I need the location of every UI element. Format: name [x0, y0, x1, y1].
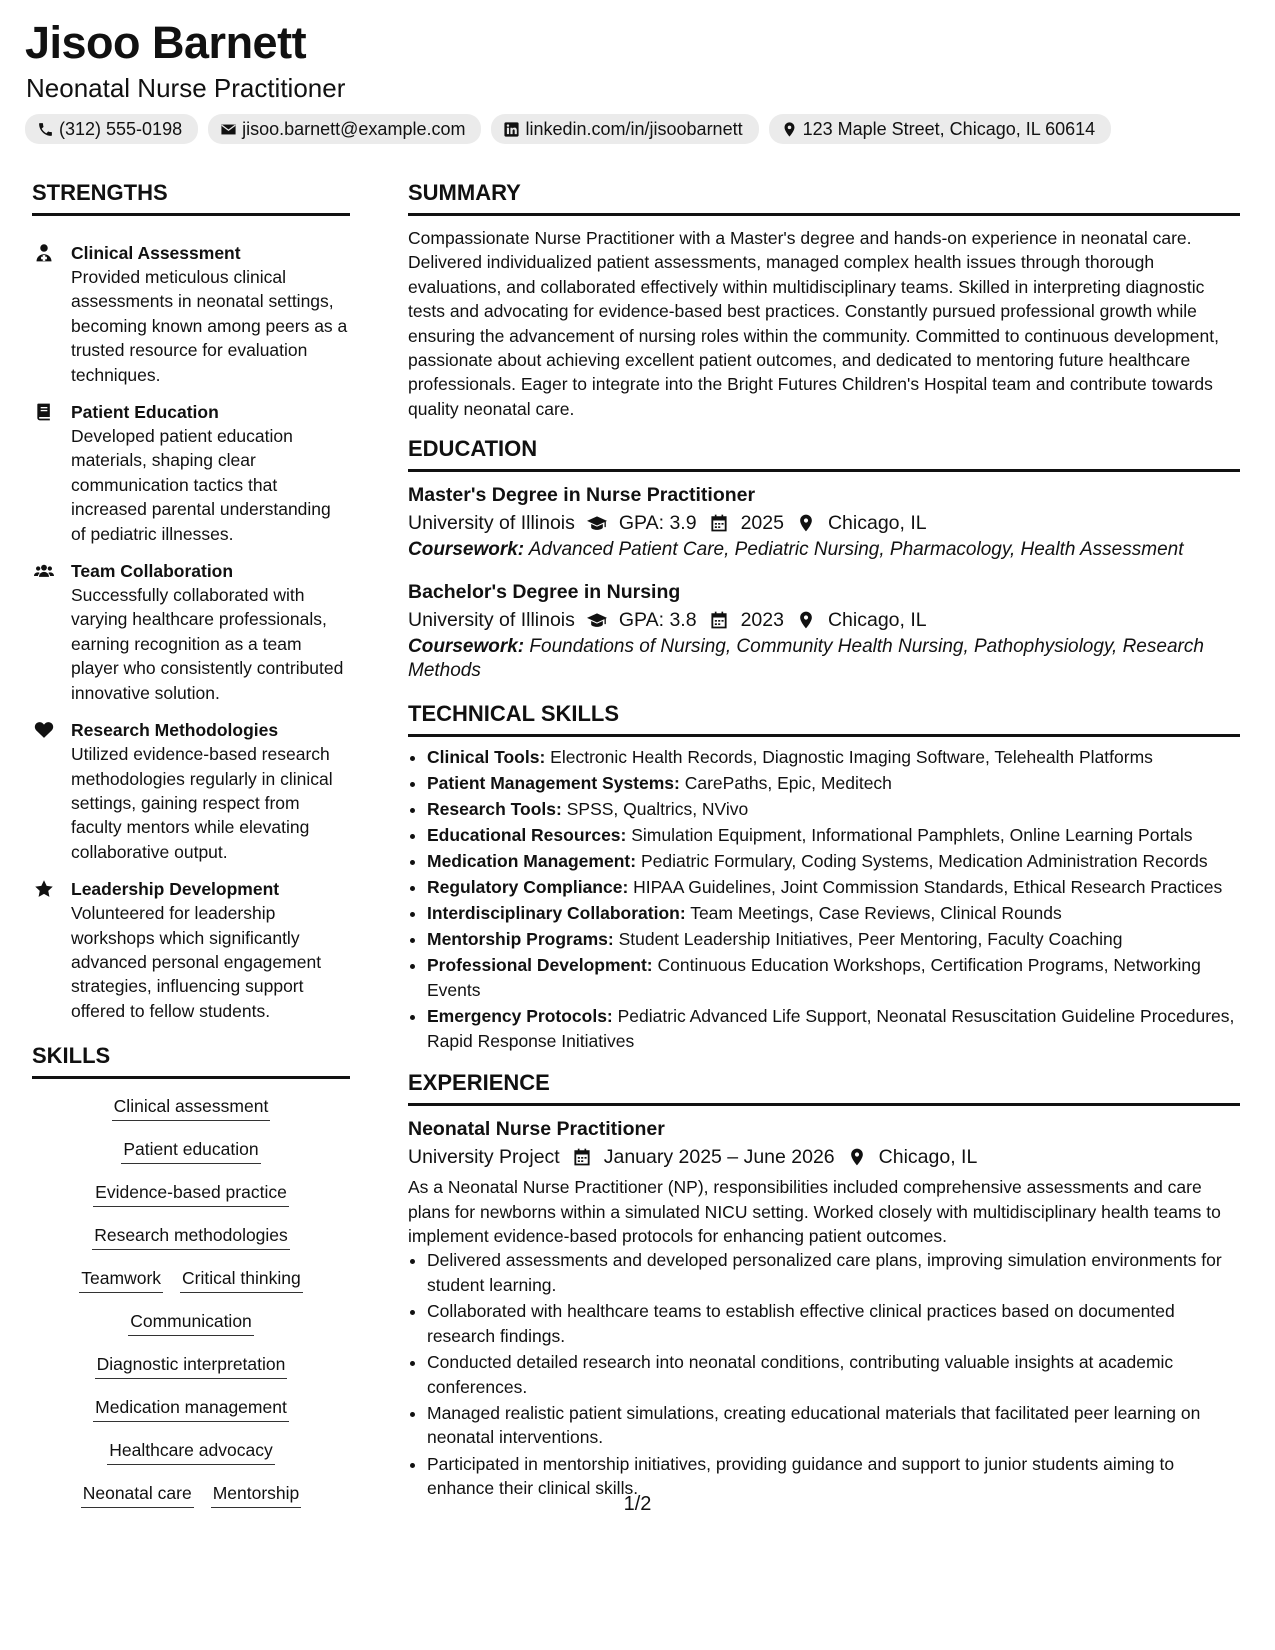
school-location: Chicago, IL: [827, 609, 927, 632]
graduation-year: 2025: [740, 512, 784, 535]
experience-bullets: [408, 1248, 1240, 1500]
tech-value: HIPAA Guidelines, Joint Commission Standards, Ethical Research Practices: [633, 877, 1223, 898]
coursework-label: Coursework:: [408, 539, 525, 561]
book-icon: [34, 402, 54, 422]
skill-tag: Medication management: [93, 1396, 289, 1422]
contact-email[interactable]: [208, 114, 481, 144]
list-item: • Delivered assessments and developed personalized care plans, improving simulation environments for student learning.: [427, 1248, 1240, 1297]
strengths-heading: STRENGTHS: [32, 182, 350, 216]
skill-tag: Clinical assessment: [112, 1095, 271, 1121]
tech-label: Mentorship Programs:: [427, 929, 614, 950]
technical-skills-heading: TECHNICAL SKILLS: [408, 703, 1240, 737]
technical-skills-list: [408, 745, 1240, 1054]
users-icon: [34, 561, 54, 581]
job-location: Chicago, IL: [878, 1146, 978, 1169]
gpa: GPA: 3.9: [618, 512, 697, 535]
map-pin-icon: [796, 610, 816, 630]
contact-text: (312) 555-0198: [59, 118, 183, 139]
map-pin-icon: [847, 1147, 867, 1167]
list-item: [427, 797, 1240, 822]
skills-list: [32, 1095, 350, 1508]
heart-icon: [34, 720, 54, 740]
coursework: [408, 538, 1240, 562]
degree-title: Master's Degree in Nurse Practitioner: [408, 484, 756, 507]
skill-tag: Mentorship: [211, 1482, 302, 1508]
tech-value: CarePaths, Epic, Meditech: [684, 773, 892, 794]
list-item: • Collaborated with healthcare teams to establish effective clinical practices based on documented research findings.: [427, 1299, 1240, 1348]
coursework-list: Foundations of Nursing, Community Health Nursing, Pathophysiology, Research Methods: [408, 636, 1204, 682]
tech-label: Regulatory Compliance:: [427, 877, 629, 898]
tech-label: Educational Resources:: [427, 825, 627, 846]
strength-desc: Successfully collaborated with varying healthcare professionals, earning recognition as a team player who consistently contributed innovative solution.: [71, 585, 344, 703]
summary-text: Compassionate Nurse Practitioner with a Master's degree and hands-on experience in neonatal care. Delivered individualized patient assessments, managed complex health issues through thorough evaluations, and collaborated effectively within multidisciplinary teams. Skilled in interpreting diagnostic tests and advocating for evidence-based best practices. Constantly pursued professional growth while ensuring the advancement of nursing roles within the community. Committed to continuous development, passionate about achieving excellent patient outcomes, and dedicated to mentoring future healthcare professionals. Eager to integrate into the Bright Futures Children's Hospital team and contribute towards quality neonatal care.: [408, 228, 1219, 419]
experience-entry: [408, 1116, 1240, 1500]
strength-item: [32, 877, 350, 1023]
contact-bar: [25, 114, 1111, 144]
list-item: [427, 953, 1240, 1003]
strength-item: [32, 718, 350, 864]
list-item: [427, 875, 1240, 900]
envelope-icon: [220, 121, 237, 138]
job-description: As a Neonatal Nurse Practitioner (NP), responsibilities included comprehensive assessments and care plans for newborns within a simulated NICU setting. Worked closely with multidisciplinary health teams to implement evidence-based protocols for enhancing patient outcomes.: [408, 1177, 1221, 1247]
tech-value: Pediatric Formulary, Coding Systems, Medication Administration Records: [640, 851, 1208, 872]
graduation-cap-icon: [587, 513, 607, 533]
right-column: [408, 182, 1240, 1503]
tech-label: Research Tools:: [427, 799, 562, 820]
page-number: 1/2: [623, 1493, 652, 1515]
candidate-title: Neonatal Nurse Practitioner: [26, 73, 346, 103]
tech-value: SPSS, Qualtrics, NVivo: [566, 799, 749, 820]
tech-label: Medication Management:: [427, 851, 637, 872]
coursework: [408, 635, 1240, 683]
tech-value: Continuous Education Workshops, Certification Programs, Networking Events: [427, 955, 1201, 1001]
strength-title: Research Methodologies: [71, 720, 279, 741]
list-item: [427, 823, 1240, 848]
linkedin-icon: [503, 121, 520, 138]
education-meta: [408, 508, 1240, 538]
skill-tag: Teamwork: [79, 1267, 163, 1293]
graduation-year: 2023: [740, 609, 784, 632]
experience-heading: EXPERIENCE: [408, 1072, 1240, 1106]
graduation-cap-icon: [587, 610, 607, 630]
map-pin-icon: [796, 513, 816, 533]
coursework-label: Coursework:: [408, 636, 525, 658]
experience-meta: [408, 1142, 1240, 1172]
contact-linkedin[interactable]: [491, 114, 758, 144]
tech-value: Student Leadership Initiatives, Peer Mentoring, Faculty Coaching: [618, 929, 1123, 950]
strength-item: [32, 559, 350, 705]
skill-tag: Communication: [128, 1310, 254, 1336]
map-pin-icon: [781, 121, 798, 138]
tech-label: Emergency Protocols:: [427, 1006, 613, 1027]
list-item: [427, 927, 1240, 952]
list-item: [427, 1004, 1240, 1054]
education-meta: [408, 605, 1240, 635]
calendar-icon: [709, 513, 729, 533]
strength-desc: Provided meticulous clinical assessments in neonatal settings, becoming known among peers as a trusted resource for evaluation techniques.: [71, 267, 348, 385]
skill-tag: Patient education: [121, 1138, 260, 1164]
employment-dates: January 2025 – June 2026: [603, 1146, 835, 1169]
coursework-list: Advanced Patient Care, Pediatric Nursing, Pharmacology, Health Assessment: [528, 539, 1184, 561]
skill-tag: Neonatal care: [81, 1482, 194, 1508]
education-entry: [408, 482, 1240, 562]
left-column: [32, 182, 350, 1508]
organization: University Project: [408, 1146, 560, 1169]
list-item: • Participated in mentorship initiatives, providing guidance and support to junior students aiming to enhance their clinical skills.: [427, 1452, 1240, 1501]
strength-title: Clinical Assessment: [71, 243, 241, 263]
list-item: [427, 745, 1240, 770]
contact-text: linkedin.com/in/jisoobarnett: [525, 118, 743, 139]
tech-value: Pediatric Advanced Life Support, Neonatal Resuscitation Guideline Procedures, Rapid Response Initiatives: [427, 1006, 1235, 1052]
skill-tag: Evidence-based practice: [93, 1181, 289, 1207]
skill-tag: Diagnostic interpretation: [95, 1353, 288, 1379]
contact-phone[interactable]: [25, 114, 198, 144]
list-item: • Conducted detailed research into neonatal conditions, contributing valuable insights at academic conferences.: [427, 1350, 1240, 1399]
skill-tag: Critical thinking: [180, 1267, 303, 1293]
tech-label: Clinical Tools:: [427, 747, 546, 768]
star-icon: [34, 879, 54, 899]
user-doctor-icon: [34, 243, 54, 263]
contact-text: 123 Maple Street, Chicago, IL 60614: [802, 118, 1096, 139]
phone-icon: [37, 121, 54, 138]
strength-item: [32, 241, 350, 387]
tech-label: Interdisciplinary Collaboration:: [427, 903, 686, 924]
tech-value: Simulation Equipment, Informational Pamphlets, Online Learning Portals: [631, 825, 1193, 846]
list-item: [427, 901, 1240, 926]
school-name: University of Illinois: [408, 512, 575, 535]
strength-item: [32, 400, 350, 546]
contact-text: jisoo.barnett@example.com: [242, 118, 466, 139]
summary-heading: SUMMARY: [408, 182, 1240, 216]
school-name: University of Illinois: [408, 609, 575, 632]
calendar-icon: [572, 1147, 592, 1167]
contact-address[interactable]: [769, 114, 1112, 144]
calendar-icon: [709, 610, 729, 630]
tech-value: Team Meetings, Case Reviews, Clinical Rounds: [690, 903, 1062, 924]
strength-title: Team Collaboration: [71, 561, 234, 582]
skill-tag: Healthcare advocacy: [107, 1439, 274, 1465]
list-item: • Managed realistic patient simulations, creating educational materials that facilitated peer learning on neonatal interventions.: [427, 1401, 1240, 1450]
strength-title: Leadership Development: [71, 879, 280, 900]
school-location: Chicago, IL: [827, 512, 927, 535]
tech-label: Professional Development:: [427, 955, 653, 976]
list-item: [427, 849, 1240, 874]
gpa: GPA: 3.8: [618, 609, 697, 632]
skill-tag: Research methodologies: [92, 1224, 290, 1250]
list-item: [427, 771, 1240, 796]
strength-desc: Developed patient education materials, shaping clear communication tactics that increased parental understanding of pediatric illnesses.: [71, 426, 331, 544]
tech-label: Patient Management Systems:: [427, 773, 680, 794]
degree-title: Bachelor's Degree in Nursing: [408, 581, 681, 604]
education-entry: [408, 579, 1240, 683]
strength-desc: Utilized evidence-based research methodologies regularly in clinical settings, gaining respect from faculty mentors while elevating collaborative output.: [71, 744, 333, 862]
strength-title: Patient Education: [71, 402, 219, 423]
job-title: Neonatal Nurse Practitioner: [408, 1118, 665, 1141]
education-heading: EDUCATION: [408, 438, 1240, 472]
skills-heading: SKILLS: [32, 1045, 350, 1079]
tech-value: Electronic Health Records, Diagnostic Imaging Software, Telehealth Platforms: [550, 747, 1153, 768]
strength-desc: Volunteered for leadership workshops which significantly advanced personal engagement strategies, influencing support offered to fellow students.: [71, 903, 322, 1021]
candidate-name: Jisoo Barnett: [25, 17, 307, 68]
